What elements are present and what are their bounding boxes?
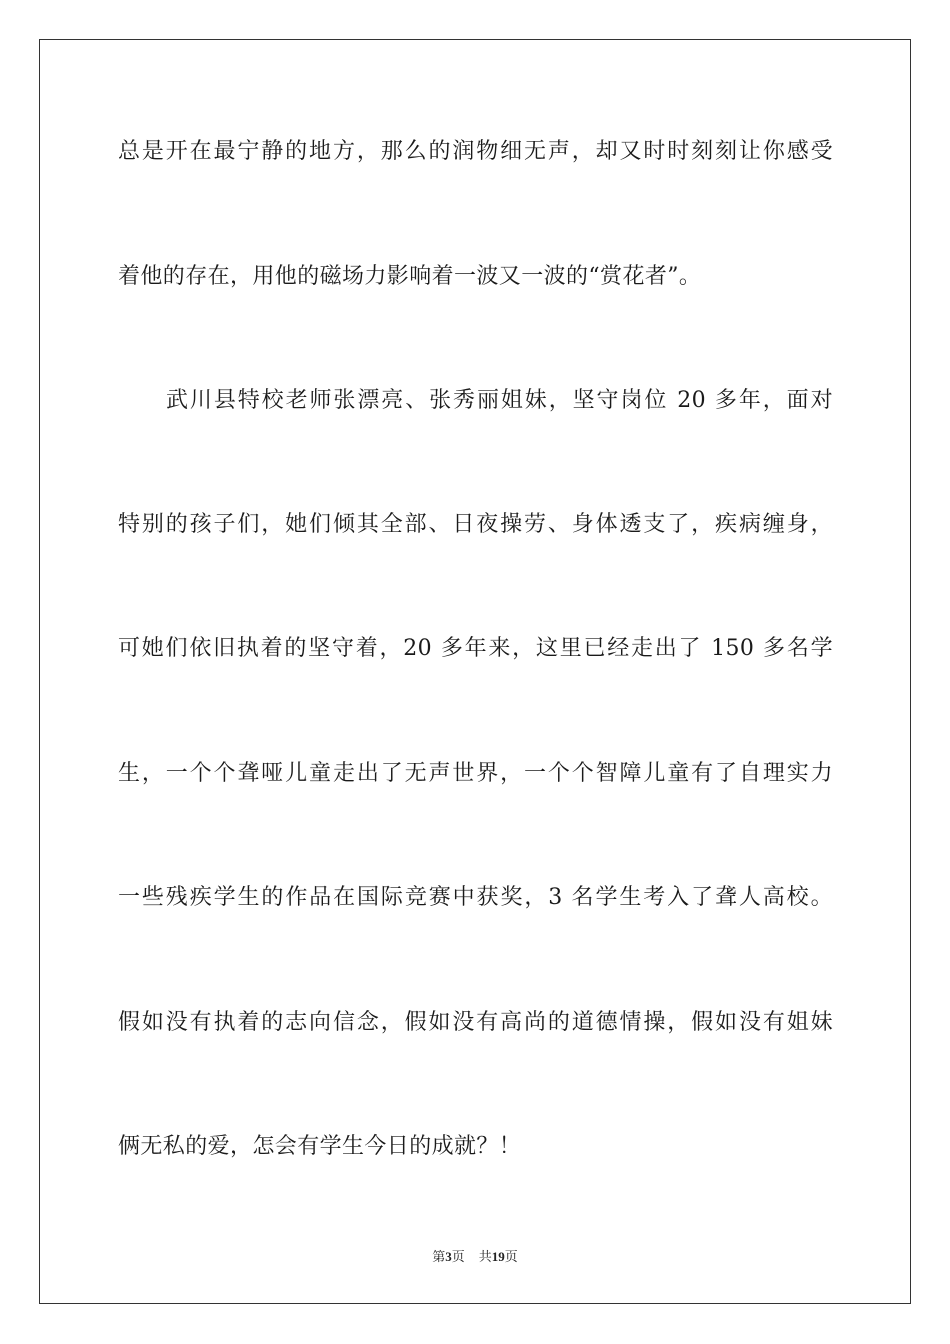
total-prefix: 共	[478, 1250, 492, 1265]
body-line-4: 特别的孩子们，她们倾其全部、日夜操劳、身体透支了，疾病缠身，	[118, 512, 833, 537]
body-line-1: 总是开在最宁静的地方，那么的润物细无声，却又时时刻刻让你感受	[118, 139, 833, 164]
page-number: 3	[445, 1249, 452, 1264]
total-suffix: 页	[504, 1250, 518, 1265]
page-prefix: 第	[432, 1250, 446, 1265]
body-line-3: 武川县特校老师张漂亮、张秀丽姐妹，坚守岗位 20 多年，面对	[166, 388, 833, 413]
page-suffix: 页	[451, 1250, 465, 1265]
body-line-9: 俩无私的爱，怎会有学生今日的成就？！	[118, 1134, 522, 1159]
page-footer	[0, 1248, 950, 1267]
body-line-2: 着他的存在，用他的磁场力影响着一波又一波的“赏花者”。	[118, 264, 702, 289]
page-border	[39, 39, 911, 1304]
body-line-7: 一些残疾学生的作品在国际竞赛中获奖，3 名学生考入了聋人高校。	[118, 885, 833, 910]
body-line-6: 生，一个个聋哑儿童走出了无声世界，一个个智障儿童有了自理实力	[118, 761, 833, 786]
total-pages: 19	[491, 1249, 505, 1264]
body-line-8: 假如没有执着的志向信念，假如没有高尚的道德情操，假如没有姐妹	[118, 1010, 833, 1035]
body-line-5: 可她们依旧执着的坚守着，20 多年来，这里已经走出了 150 多名学	[118, 636, 833, 661]
